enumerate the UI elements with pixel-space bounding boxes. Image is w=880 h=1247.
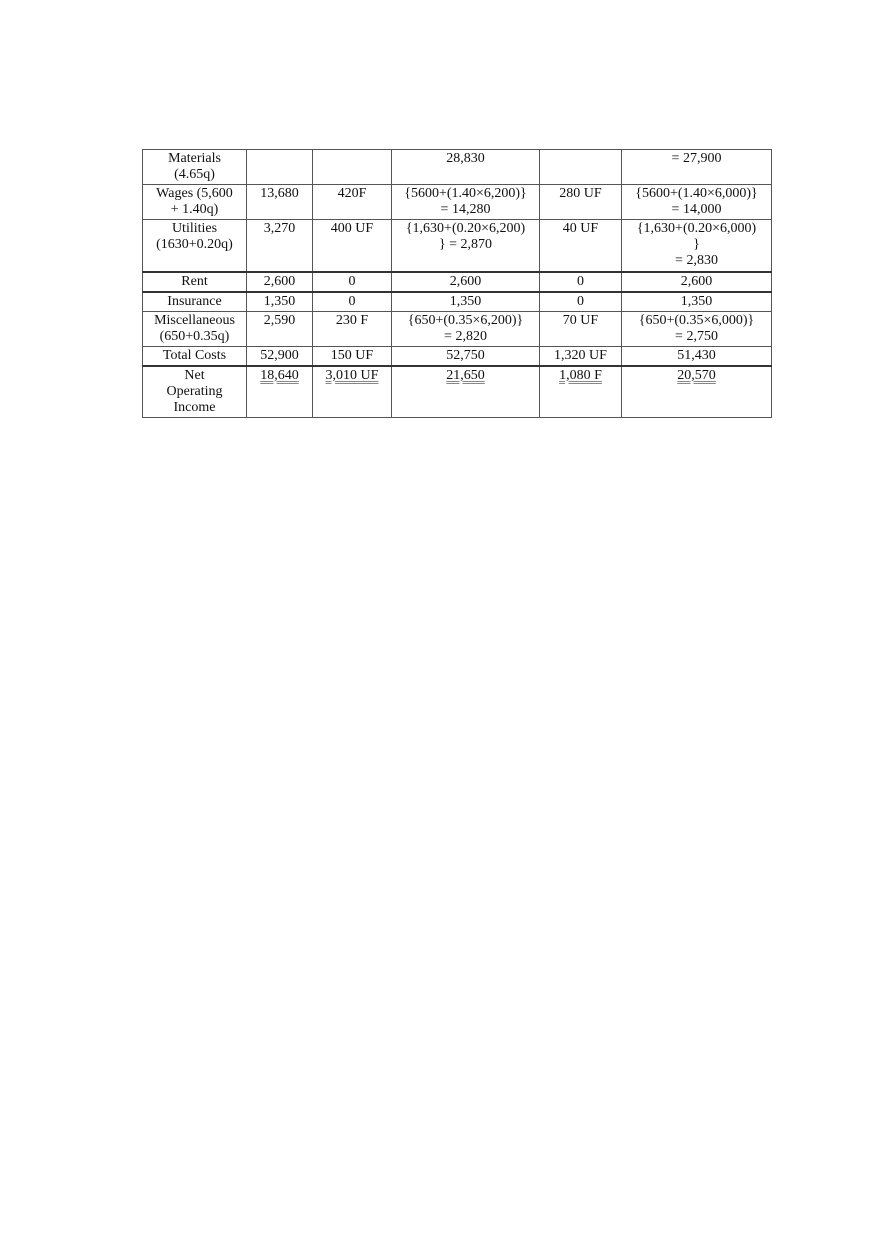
row-label-cell <box>143 366 247 418</box>
table-row-net-operating-income <box>143 366 772 418</box>
net-income-flex: 21,650 <box>446 367 485 383</box>
static-budget-cell <box>622 311 772 346</box>
row-label-line: (650+0.35q) <box>159 328 230 344</box>
row-label-line: Operating <box>166 383 223 399</box>
row-label-line: Income <box>173 399 216 415</box>
actual-cell: 2,590 <box>247 311 313 346</box>
variance-cell: 150 UF <box>313 346 392 366</box>
net-income-variance: 3,010 UF <box>325 367 379 383</box>
flex-line: 52,750 <box>446 347 485 363</box>
static-budget-cell <box>622 292 772 312</box>
variance-cell: 0 <box>313 272 392 292</box>
flexible-budget-cell <box>392 150 540 185</box>
flex-line: 2,600 <box>449 273 482 289</box>
budget-line: = 14,000 <box>671 202 722 217</box>
variance-cell <box>540 150 622 185</box>
row-label-cell <box>143 292 247 312</box>
actual-cell: 1,350 <box>247 292 313 312</box>
actual-cell <box>247 150 313 185</box>
static-budget-cell <box>622 272 772 292</box>
variance-cell: 0 <box>313 292 392 312</box>
row-label-line: + 1.40q) <box>170 202 219 217</box>
budget-line: } <box>693 237 700 252</box>
variance-cell: 40 UF <box>540 220 622 272</box>
row-label-line: Total Costs <box>162 347 227 363</box>
net-income-budget: 20,570 <box>677 367 716 383</box>
variance-cell: 70 UF <box>540 311 622 346</box>
flexible-budget-cell <box>392 292 540 312</box>
actual-cell: 52,900 <box>247 346 313 366</box>
row-label-line: Utilities <box>171 221 218 236</box>
flex-line: {650+(0.35×6,200)} <box>407 312 524 328</box>
row-label-line: Rent <box>181 273 208 289</box>
flexible-budget-cell <box>392 366 540 418</box>
flex-line: {1,630+(0.20×6,200) <box>405 221 526 236</box>
flexible-budget-cell <box>392 311 540 346</box>
variance-cell: 0 <box>540 272 622 292</box>
actual-cell <box>247 366 313 418</box>
budget-line: = 2,750 <box>675 328 718 344</box>
row-label-line: Miscellaneous <box>154 312 235 328</box>
flexible-budget-cell <box>392 220 540 272</box>
flexible-budget-table <box>142 149 772 418</box>
flex-line: = 2,820 <box>444 328 487 344</box>
variance-cell <box>313 150 392 185</box>
budget-line: = 2,830 <box>675 253 718 268</box>
row-label-line: Insurance <box>167 293 222 309</box>
variance-cell: 0 <box>540 292 622 312</box>
budget-line: 1,350 <box>680 293 713 309</box>
static-budget-cell <box>622 220 772 272</box>
flexible-budget-cell <box>392 272 540 292</box>
table-row-rent <box>143 272 772 292</box>
table-row-total-costs <box>143 346 772 366</box>
variance-cell: 230 F <box>313 311 392 346</box>
table-row-utilities <box>143 220 772 272</box>
row-label-cell <box>143 150 247 185</box>
variance-cell <box>540 366 622 418</box>
budget-line: {5600+(1.40×6,000)} <box>635 186 758 201</box>
row-label-line: Materials <box>168 151 221 166</box>
table-row-materials <box>143 150 772 185</box>
row-label-cell <box>143 272 247 292</box>
static-budget-cell <box>622 366 772 418</box>
row-label-cell <box>143 311 247 346</box>
static-budget-cell <box>622 185 772 220</box>
budget-line: {1,630+(0.20×6,000) <box>636 221 757 236</box>
static-budget-cell <box>622 346 772 366</box>
variance-cell: 280 UF <box>540 185 622 220</box>
row-label-cell <box>143 220 247 272</box>
row-label-line: Wages (5,600 <box>156 186 233 201</box>
flex-line: 1,350 <box>449 293 482 309</box>
budget-line: = 27,900 <box>671 151 722 166</box>
row-label-cell <box>143 185 247 220</box>
budget-line: 2,600 <box>680 273 713 289</box>
budget-line: 51,430 <box>677 347 716 363</box>
row-label-line: (1630+0.20q) <box>156 237 233 252</box>
row-label-cell <box>143 346 247 366</box>
static-budget-cell <box>622 150 772 185</box>
flex-line: = 14,280 <box>440 202 491 217</box>
row-label-line: Net <box>184 367 205 383</box>
net-income-variance: 1,080 F <box>559 367 602 383</box>
actual-cell: 13,680 <box>247 185 313 220</box>
variance-cell: 400 UF <box>313 220 392 272</box>
row-label-line: (4.65q) <box>174 167 215 182</box>
flex-line: } = 2,870 <box>438 237 493 252</box>
actual-cell: 3,270 <box>247 220 313 272</box>
net-income-actual: 18,640 <box>260 367 299 383</box>
budget-line: {650+(0.35×6,000)} <box>638 312 755 328</box>
flex-line: {5600+(1.40×6,200)} <box>404 186 527 201</box>
flexible-budget-cell <box>392 346 540 366</box>
table-row-insurance <box>143 292 772 312</box>
actual-cell: 2,600 <box>247 272 313 292</box>
flexible-budget-cell <box>392 185 540 220</box>
flex-line: 28,830 <box>446 151 485 166</box>
variance-cell: 420F <box>313 185 392 220</box>
variance-cell: 1,320 UF <box>540 346 622 366</box>
table-row-miscellaneous <box>143 311 772 346</box>
table-row-wages <box>143 185 772 220</box>
variance-cell <box>313 366 392 418</box>
